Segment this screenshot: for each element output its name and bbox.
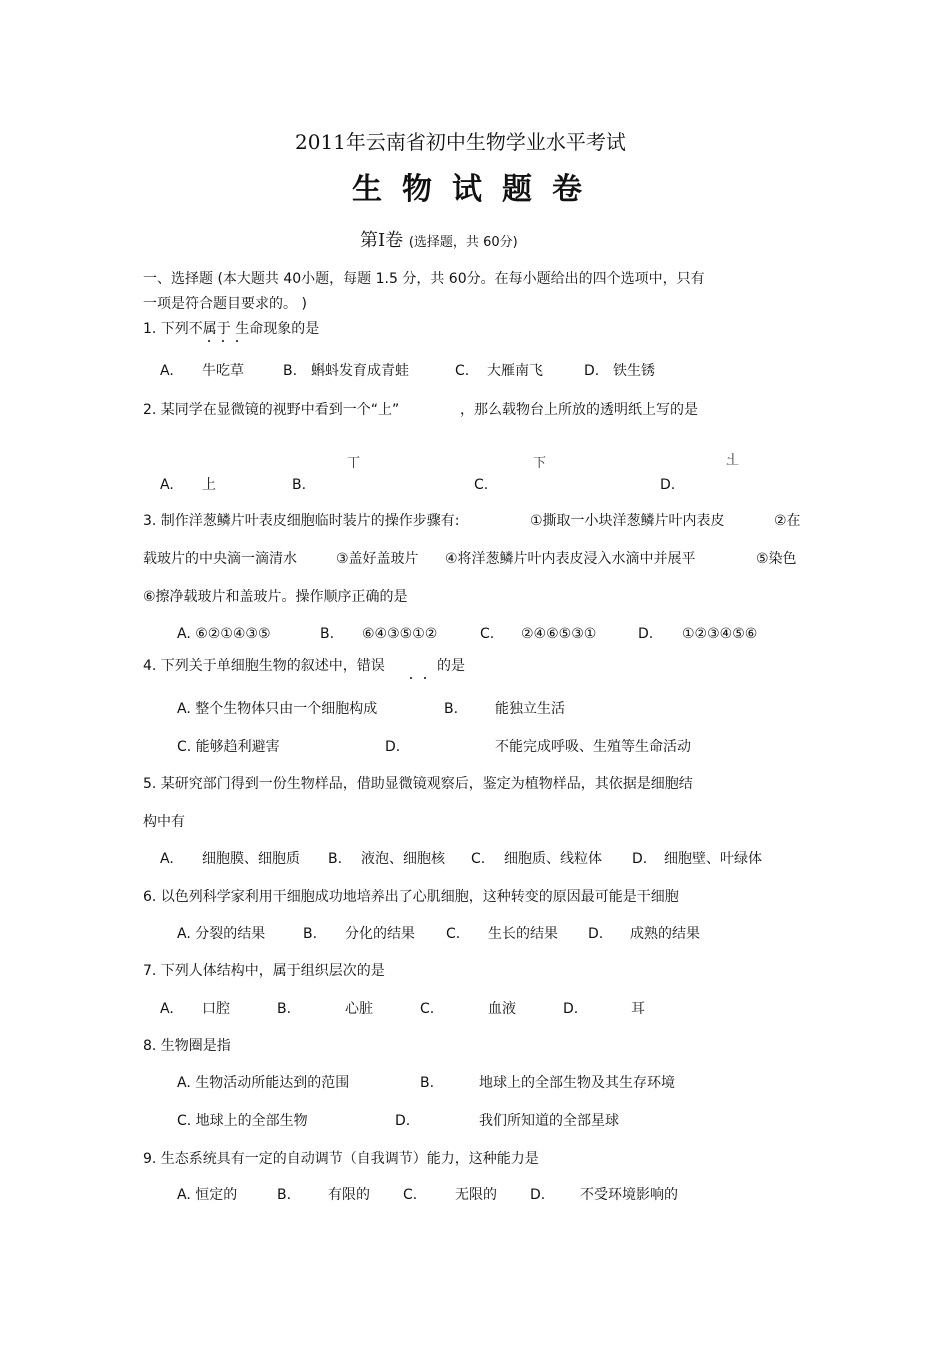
q2-option-b-glyph: 丅: [347, 456, 361, 471]
question-4-stem-part1: 4. 下列关于单细胞生物的叙述中，错误: [143, 658, 385, 674]
question-4-stem-part2: 的是: [437, 658, 465, 674]
question-3-line3: ⑥擦净载玻片和盖玻片。操作顺序正确的是: [143, 589, 408, 605]
question-3-line1-b: ①撕取一小块洋葱鳞片叶内表皮: [530, 513, 725, 529]
q4-option-d-label: D.: [385, 739, 401, 755]
q1-option-a-label: A.: [160, 363, 174, 379]
question-9-stem: 9. 生态系统具有一定的自动调节（自我调节）能力，这种能力是: [143, 1151, 539, 1167]
q6-option-d-label: D.: [588, 926, 604, 942]
part-heading: [360, 232, 518, 250]
q5-option-c-label: C.: [471, 851, 486, 867]
q1-option-b-text: 蝌蚪发育成青蛙: [311, 363, 409, 379]
q2-option-b-label: B.: [292, 477, 307, 493]
q2-option-a-text: 上: [202, 477, 216, 493]
question-3-line2-a: 载玻片的中央滴一滴清水: [143, 551, 297, 567]
q2-option-a-label: A.: [160, 477, 174, 493]
q2-option-d-glyph: 上: [726, 453, 740, 468]
q3-option-a: A. ⑥②①④③⑤: [177, 626, 271, 642]
question-5-stem-line1: 5. 某研究部门得到一份生物样品，借助显微镜观察后，鉴定为植物样品，其依据是细胞结: [143, 776, 693, 792]
q1-option-b-label: B.: [283, 363, 298, 379]
q7-option-c-label: C.: [420, 1001, 435, 1017]
q9-option-d-text: 不受环境影响的: [580, 1187, 678, 1203]
q2-option-d-label: D.: [660, 477, 676, 493]
q4-option-a: A. 整个生物体只由一个细胞构成: [177, 701, 378, 717]
q7-option-b-label: B.: [277, 1001, 292, 1017]
q9-option-b-text: 有限的: [328, 1187, 370, 1203]
q8-option-d-text: 我们所知道的全部星球: [479, 1113, 619, 1129]
question-3-line2-b: ③盖好盖玻片: [336, 551, 419, 567]
q6-option-c-text: 生长的结果: [488, 926, 558, 942]
question-2-stem-part1: 2. 某同学在显微镜的视野中看到一个“上”: [143, 402, 400, 418]
q8-option-b-label: B.: [420, 1075, 435, 1091]
q6-option-a: A. 分裂的结果: [177, 926, 266, 942]
emphasis-dot: [424, 677, 426, 679]
emphasis-dot: [208, 340, 210, 342]
q3-option-d-text: ①②③④⑤⑥: [682, 626, 758, 642]
q7-option-d-text: 耳: [631, 1001, 645, 1017]
q3-option-d-label: D.: [638, 626, 654, 642]
q9-option-c-label: C.: [403, 1187, 418, 1203]
q4-option-c: C. 能够趋利避害: [177, 739, 280, 755]
q5-option-b-text: 液泡、细胞核: [361, 851, 445, 867]
q5-option-a-text: 细胞膜、细胞质: [202, 851, 300, 867]
q7-option-b-text: 心脏: [345, 1001, 373, 1017]
question-6-stem: 6. 以色列科学家利用干细胞成功地培养出了心肌细胞，这种转变的原因最可能是干细胞: [143, 889, 679, 905]
q5-option-c-text: 细胞质、线粒体: [504, 851, 602, 867]
q4-option-b-text: 能独立生活: [495, 701, 565, 717]
instructions-line-1: 一、选择题 (本大题共 40小题，每题 1.5 分，共 60分。在每小题给出的四个选项中，只有: [143, 271, 705, 287]
emphasis-dot: [410, 677, 412, 679]
q1-option-d-text: 铁生锈: [613, 363, 655, 379]
q7-option-a-text: 口腔: [202, 1001, 230, 1017]
q9-option-c-text: 无限的: [455, 1187, 497, 1203]
question-7-stem: 7. 下列人体结构中，属于组织层次的是: [143, 963, 385, 979]
question-1-stem: 1. 下列不属于 生命现象的是: [143, 321, 320, 337]
q4-option-d-text: 不能完成呼吸、生殖等生命活动: [495, 739, 691, 755]
q9-option-b-label: B.: [277, 1187, 292, 1203]
q5-option-b-label: B.: [328, 851, 343, 867]
q9-option-d-label: D.: [530, 1187, 546, 1203]
question-8-stem: 8. 生物圈是指: [143, 1038, 231, 1054]
question-2-stem-part2: ，那么载物台上所放的透明纸上写的是: [460, 402, 698, 418]
q3-option-c-label: C.: [480, 626, 495, 642]
q5-option-a-label: A.: [160, 851, 174, 867]
q8-option-b-text: 地球上的全部生物及其生存环境: [479, 1075, 675, 1091]
q1-option-c-text: 大雁南飞: [487, 363, 543, 379]
q8-option-a: A. 生物活动所能达到的范围: [177, 1075, 350, 1091]
q1-option-a-text: 牛吃草: [202, 363, 244, 379]
question-3-line1-c: ②在: [774, 513, 801, 529]
q6-option-d-text: 成熟的结果: [630, 926, 700, 942]
q3-option-c-text: ②④⑥⑤③①: [521, 626, 597, 642]
q3-option-b-text: ⑥④③⑤①②: [362, 626, 438, 642]
q6-option-b-text: 分化的结果: [345, 926, 415, 942]
q3-option-b-label: B.: [320, 626, 335, 642]
paper-subtitle: 生物试题卷: [352, 172, 602, 207]
q5-option-d-label: D.: [632, 851, 648, 867]
q7-option-a-label: A.: [160, 1001, 174, 1017]
instructions-line-2: 一项是符合题目要求的。 ): [143, 296, 307, 312]
q7-option-d-label: D.: [563, 1001, 579, 1017]
q2-option-c-glyph: 下: [533, 456, 547, 471]
emphasis-dot: [222, 340, 224, 342]
q6-option-c-label: C.: [446, 926, 461, 942]
exam-title: 2011年云南省初中生物学业水平考试: [295, 130, 626, 154]
q1-option-d-label: D.: [584, 363, 600, 379]
q8-option-c: C. 地球上的全部生物: [177, 1113, 308, 1129]
q9-option-a: A. 恒定的: [177, 1187, 238, 1203]
q8-option-d-label: D.: [395, 1113, 411, 1129]
q5-option-d-text: 细胞壁、叶绿体: [664, 851, 762, 867]
q2-option-c-label: C.: [474, 477, 489, 493]
q1-option-c-label: C.: [455, 363, 470, 379]
part-note: (选择题，共 60分): [408, 235, 518, 250]
emphasis-dot: [236, 340, 238, 342]
q4-option-b-label: B.: [444, 701, 459, 717]
q6-option-b-label: B.: [303, 926, 318, 942]
question-3-line2-d: ⑤染色: [756, 551, 797, 567]
q7-option-c-text: 血液: [488, 1001, 516, 1017]
question-3-line2-c: ④将洋葱鳞片叶内表皮浸入水滴中并展平: [445, 551, 696, 567]
question-5-stem-line2: 构中有: [143, 814, 185, 830]
part-label: 第Ⅰ卷: [360, 230, 404, 251]
question-3-line1-a: 3. 制作洋葱鳞片叶表皮细胞临时装片的操作步骤有:: [143, 513, 460, 529]
